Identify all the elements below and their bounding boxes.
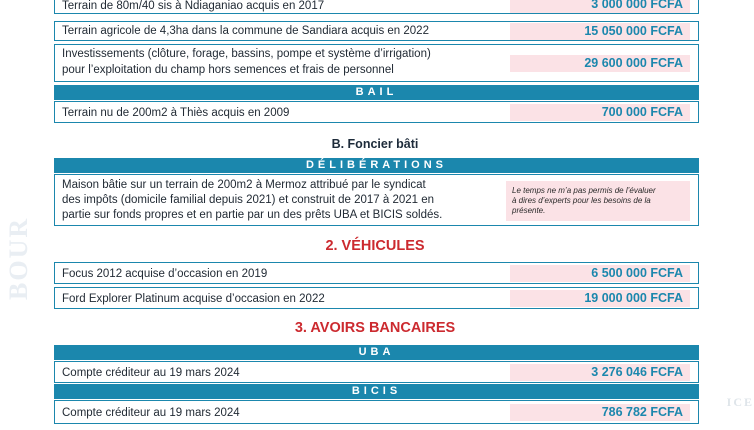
row-label: Focus 2012 acquise d’occasion en 2019 [62, 268, 268, 280]
house-row [54, 174, 699, 226]
bank-row-uba [54, 361, 699, 383]
row-value: 3 000 000 FCFA [510, 0, 690, 13]
row-value: 6 500 000 FCFA [510, 265, 690, 282]
watermark-right: ICE [726, 395, 754, 409]
row-label: Ford Explorer Platinum acquise d’occasion en 2022 [62, 293, 325, 305]
section-bar-deliberations: DÉLIBÉRATIONS [54, 158, 699, 173]
house-line-2: des impôts (domicile familial depuis 2021) et construit de 2017 à 2021 en [62, 194, 435, 206]
land-row-sandiara [54, 21, 699, 41]
heading-vehicules: 2. VÉHICULES [325, 238, 425, 254]
row-value: 29 600 000 FCFA [510, 55, 690, 72]
note-line-1: Le temps ne m’a pas permis de l’évaluer [512, 186, 656, 195]
note-box [506, 181, 690, 221]
heading-foncier-bati: B. Foncier bâti [331, 137, 419, 151]
section-bar-uba: UBA [54, 345, 699, 360]
row-label-line-2: pour l’exploitation du champ hors semences et frais de personnel [62, 64, 394, 76]
heading-avoirs-bancaires: 3. AVOIRS BANCAIRES [294, 320, 456, 336]
row-value: 786 782 FCFA [510, 404, 690, 421]
row-label: Terrain de 80m/40 sis à Ndiaganiao acquis en 2017 [62, 0, 325, 12]
row-value: 700 000 FCFA [510, 104, 690, 121]
house-line-3: partie sur fonds propres et en partie par un des prêts UBA et BICIS soldés. [62, 209, 443, 221]
row-label-line-1: Investissements (clôture, forage, bassins, pompe et système d’irrigation) [62, 48, 431, 60]
watermark-left: BOUR [4, 216, 33, 300]
bank-row-bicis [54, 400, 699, 424]
section-bar-bicis: BICIS [54, 384, 699, 399]
section-bar-bail: BAIL [54, 85, 699, 100]
row-value: 19 000 000 FCFA [510, 290, 690, 307]
vehicle-row-focus [54, 262, 699, 284]
bail-row [54, 101, 699, 123]
note-line-3: présente. [512, 206, 546, 215]
land-row-ndiaganiao [54, 0, 699, 14]
land-row-investissements [54, 44, 699, 82]
row-value: 3 276 046 FCFA [510, 364, 690, 381]
row-label: Terrain nu de 200m2 à Thiès acquis en 2009 [62, 107, 290, 119]
row-label: Compte créditeur au 19 mars 2024 [62, 407, 240, 419]
note-line-2: à dires d’experts pour les besoins de la [512, 196, 651, 205]
row-label: Compte créditeur au 19 mars 2024 [62, 367, 240, 379]
row-label: Terrain agricole de 4,3ha dans la commune de Sandiara acquis en 2022 [62, 25, 429, 37]
vehicle-row-ford [54, 287, 699, 309]
house-line-1: Maison bâtie sur un terrain de 200m2 à Mermoz attribué par le syndicat [62, 179, 426, 191]
row-value: 15 050 000 FCFA [510, 23, 690, 40]
